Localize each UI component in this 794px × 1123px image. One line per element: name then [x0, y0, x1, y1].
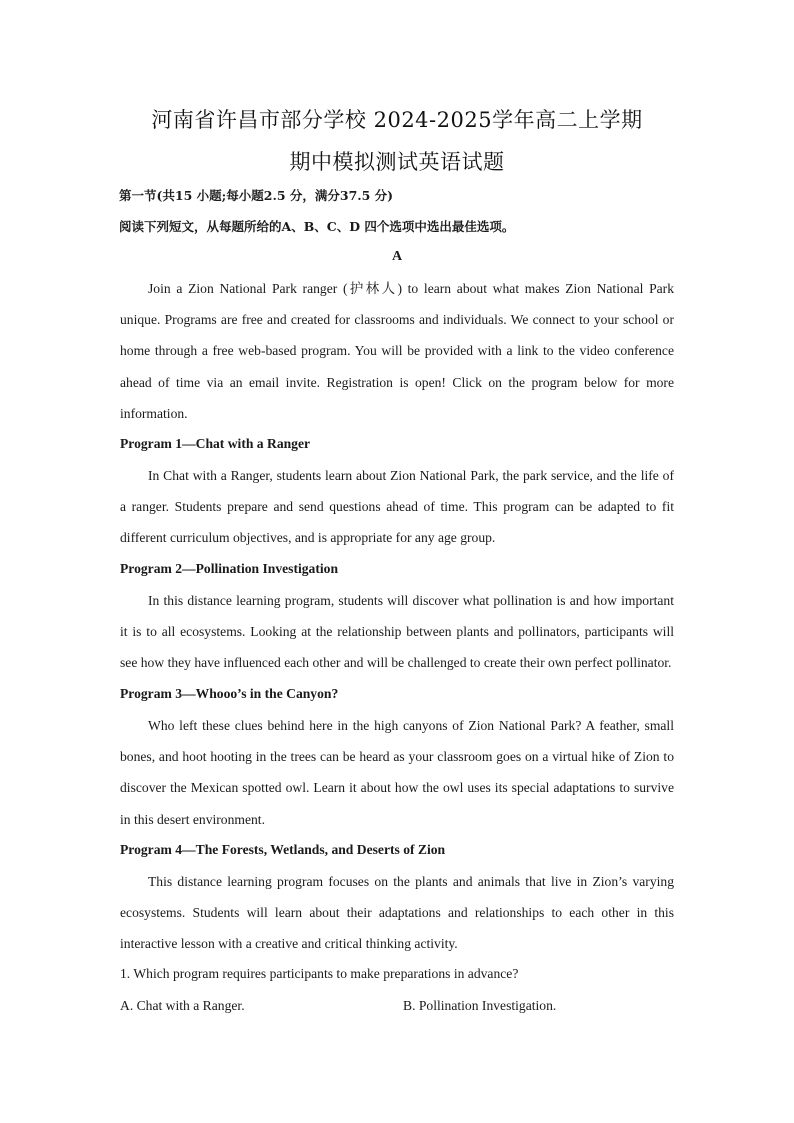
program-2-body: In this distance learning program, students will discover what pollination is and how important it is to all ecosystems. Looking at the relationship between plants and pollinators, participants will see how they have influenced each other and will be challenged to create their own perfect pollinator. — [120, 593, 674, 671]
question-1-option-a[interactable]: A. Chat with a Ranger. — [120, 998, 245, 1013]
program-4-body: This distance learning program focuses on the plants and animals that live in Zion’s varying ecosystems. Students will learn about their adaptations and relationships to each other in this interactive lesson with a creative and critical thinking activity. — [120, 874, 674, 952]
passage-label: A — [391, 249, 403, 264]
program-3-body: Who left these clues behind here in the high canyons of Zion National Park? A feather, small bones, and hoot hooting in the trees can be heard as your classroom goes on a virtual hike of Zion to discover the Mexican spotted owl. Learn it about how the owl uses its special adaptations to survive in this desert environment. — [120, 718, 674, 827]
program-1-heading: Program 1—Chat with a Ranger — [120, 436, 311, 451]
question-1-option-b[interactable]: B. Pollination Investigation. — [403, 998, 557, 1013]
program-4-heading: Program 4—The Forests, Wetlands, and Deserts of Zion — [120, 842, 446, 857]
program-1-body: In Chat with a Ranger, students learn about Zion National Park, the park service, and the life of a ranger. Students prepare and send questions ahead of time. This program can be adapted to fit different curriculum objectives, and is appropriate for any age group. — [120, 468, 674, 546]
exam-title-line2: 期中模拟测试英语试题 — [289, 150, 505, 174]
question-1: 1. Which program requires participants to make preparations in advance? — [120, 966, 519, 981]
passage-intro: Join a Zion National Park ranger (护林人) to learn about what makes Zion National Park unique. Programs are free and created for classrooms and individuals. We connect to your school or home through a free web-based program. You will be provided with a link to the video conference ahead of time via an email invite. Registration is open! Click on the program below for more information. — [120, 281, 674, 421]
section-info: 第一节(共15 小题;每小题2.5 分，满分37.5 分) — [119, 188, 394, 203]
exam-title-line1: 河南省许昌市部分学校 2024-2025学年高二上学期 — [151, 108, 643, 132]
program-3-heading: Program 3—Whooo’s in the Canyon? — [120, 686, 339, 701]
instruction: 阅读下列短文，从每题所给的A、B、C、D 四个选项中选出最佳选项。 — [119, 219, 515, 234]
program-2-heading: Program 2—Pollination Investigation — [120, 561, 339, 576]
